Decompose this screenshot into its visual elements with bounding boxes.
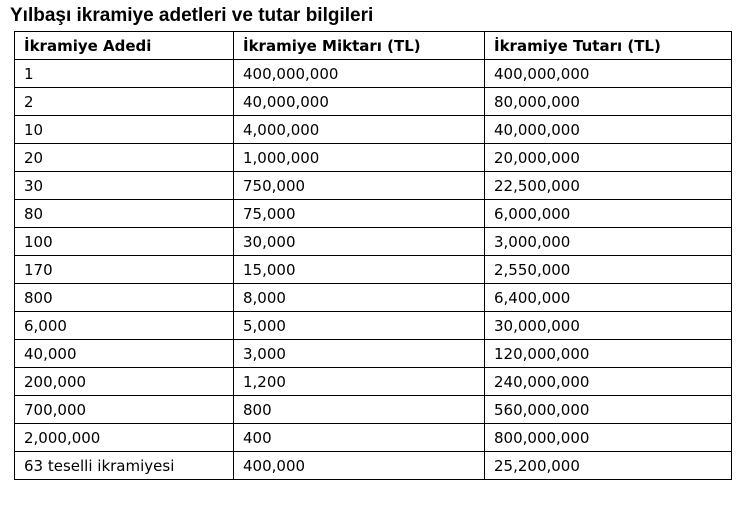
cell-prize-count: 200,000 (15, 368, 234, 396)
table-row (15, 144, 732, 172)
cell-prize-amount: 1,000,000 (234, 144, 485, 172)
table-row (15, 228, 732, 256)
cell-prize-total: 20,000,000 (485, 144, 732, 172)
cell-prize-amount: 3,000 (234, 340, 485, 368)
cell-prize-count: 170 (15, 256, 234, 284)
table-row (15, 60, 732, 88)
table-row (15, 200, 732, 228)
table-row (15, 172, 732, 200)
cell-prize-amount: 5,000 (234, 312, 485, 340)
cell-prize-amount: 4,000,000 (234, 116, 485, 144)
cell-prize-amount: 15,000 (234, 256, 485, 284)
cell-prize-total: 240,000,000 (485, 368, 732, 396)
cell-prize-amount: 800 (234, 396, 485, 424)
cell-prize-amount: 75,000 (234, 200, 485, 228)
cell-prize-count: 20 (15, 144, 234, 172)
cell-prize-amount: 400,000,000 (234, 60, 485, 88)
cell-prize-total: 400,000,000 (485, 60, 732, 88)
cell-prize-total: 80,000,000 (485, 88, 732, 116)
cell-prize-amount: 8,000 (234, 284, 485, 312)
cell-prize-count: 2,000,000 (15, 424, 234, 452)
cell-prize-count: 30 (15, 172, 234, 200)
table-row (15, 116, 732, 144)
cell-prize-count: 100 (15, 228, 234, 256)
cell-prize-count: 800 (15, 284, 234, 312)
cell-prize-count: 40,000 (15, 340, 234, 368)
cell-prize-count: 63 teselli ikramiyesi (15, 452, 234, 480)
table-row (15, 340, 732, 368)
cell-prize-total: 2,550,000 (485, 256, 732, 284)
cell-prize-total: 30,000,000 (485, 312, 732, 340)
cell-prize-total: 40,000,000 (485, 116, 732, 144)
cell-prize-count: 80 (15, 200, 234, 228)
cell-prize-amount: 1,200 (234, 368, 485, 396)
table-row (15, 368, 732, 396)
table-row (15, 256, 732, 284)
cell-prize-amount: 40,000,000 (234, 88, 485, 116)
header-prize-amount: İkramiye Miktarı (TL) (234, 32, 485, 60)
cell-prize-count: 2 (15, 88, 234, 116)
table-row (15, 396, 732, 424)
cell-prize-total: 6,000,000 (485, 200, 732, 228)
table-row (15, 88, 732, 116)
cell-prize-amount: 400,000 (234, 452, 485, 480)
cell-prize-total: 22,500,000 (485, 172, 732, 200)
header-prize-count: İkramiye Adedi (15, 32, 234, 60)
cell-prize-total: 560,000,000 (485, 396, 732, 424)
cell-prize-count: 700,000 (15, 396, 234, 424)
prize-table (14, 31, 732, 480)
table-header-row (15, 32, 732, 60)
cell-prize-count: 10 (15, 116, 234, 144)
page-title: Yılbaşı ikramiye adetleri ve tutar bilgileri (10, 5, 374, 26)
header-prize-total: İkramiye Tutarı (TL) (485, 32, 732, 60)
cell-prize-total: 6,400,000 (485, 284, 732, 312)
cell-prize-count: 1 (15, 60, 234, 88)
table-row (15, 284, 732, 312)
cell-prize-amount: 400 (234, 424, 485, 452)
cell-prize-total: 3,000,000 (485, 228, 732, 256)
table-row (15, 424, 732, 452)
cell-prize-count: 6,000 (15, 312, 234, 340)
cell-prize-amount: 750,000 (234, 172, 485, 200)
cell-prize-total: 120,000,000 (485, 340, 732, 368)
cell-prize-amount: 30,000 (234, 228, 485, 256)
table-row (15, 312, 732, 340)
cell-prize-total: 800,000,000 (485, 424, 732, 452)
cell-prize-total: 25,200,000 (485, 452, 732, 480)
table-row (15, 452, 732, 480)
